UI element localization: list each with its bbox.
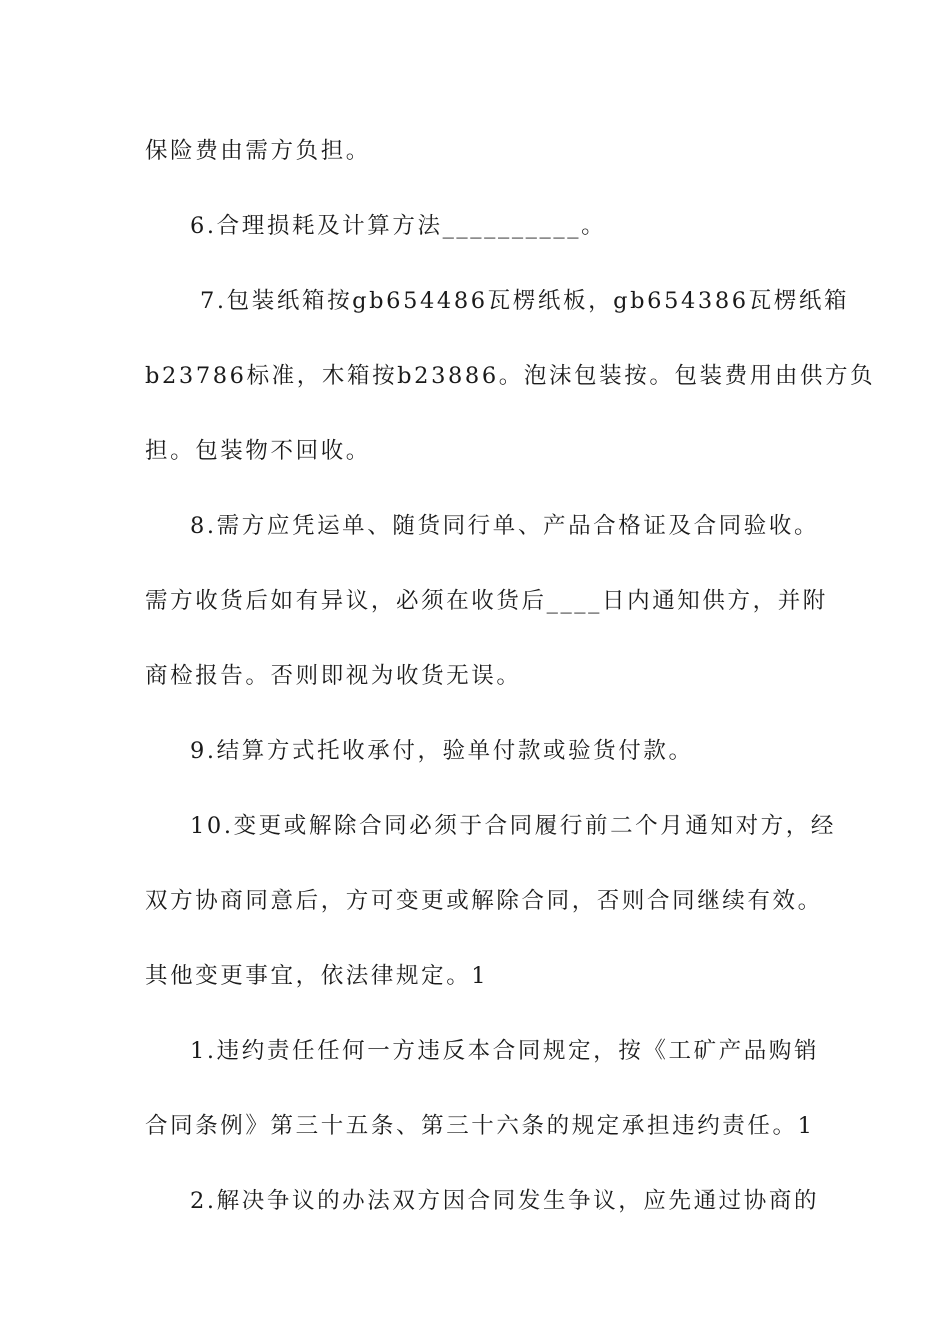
paragraph-line: 2.解决争议的办法双方因合同发生争议，应先通过协商的 <box>190 1188 820 1214</box>
paragraph-line: 8.需方应凭运单、随货同行单、产品合格证及合同验收。 <box>190 513 820 539</box>
paragraph-line: 6.合理损耗及计算方法__________。 <box>190 213 607 239</box>
paragraph-line: 1.违约责任任何一方违反本合同规定，按《工矿产品购销 <box>190 1038 820 1064</box>
paragraph-line: b23786标准，木箱按b23886。泡沫包装按。包装费用由供方负 <box>145 363 876 389</box>
paragraph-line: 合同条例》第三十五条、第三十六条的规定承担违约责任。1 <box>145 1113 815 1139</box>
paragraph-line: 7.包装纸箱按gb654486瓦楞纸板，gb654386瓦楞纸箱 <box>200 288 850 314</box>
paragraph-line: 9.结算方式托收承付，验单付款或验货付款。 <box>190 738 694 764</box>
paragraph-line: 10.变更或解除合同必须于合同履行前二个月通知对方，经 <box>190 813 836 839</box>
paragraph-line: 保险费由需方负担。 <box>145 138 371 164</box>
paragraph-line: 商检报告。否则即视为收货无误。 <box>145 663 522 689</box>
paragraph-line: 其他变更事宜，依法律规定。1 <box>145 963 489 989</box>
paragraph-line: 需方收货后如有异议，必须在收货后____日内通知供方，并附 <box>145 588 828 614</box>
paragraph-line: 双方协商同意后，方可变更或解除合同，否则合同继续有效。 <box>145 888 823 914</box>
paragraph-line: 担。包装物不回收。 <box>145 438 371 464</box>
